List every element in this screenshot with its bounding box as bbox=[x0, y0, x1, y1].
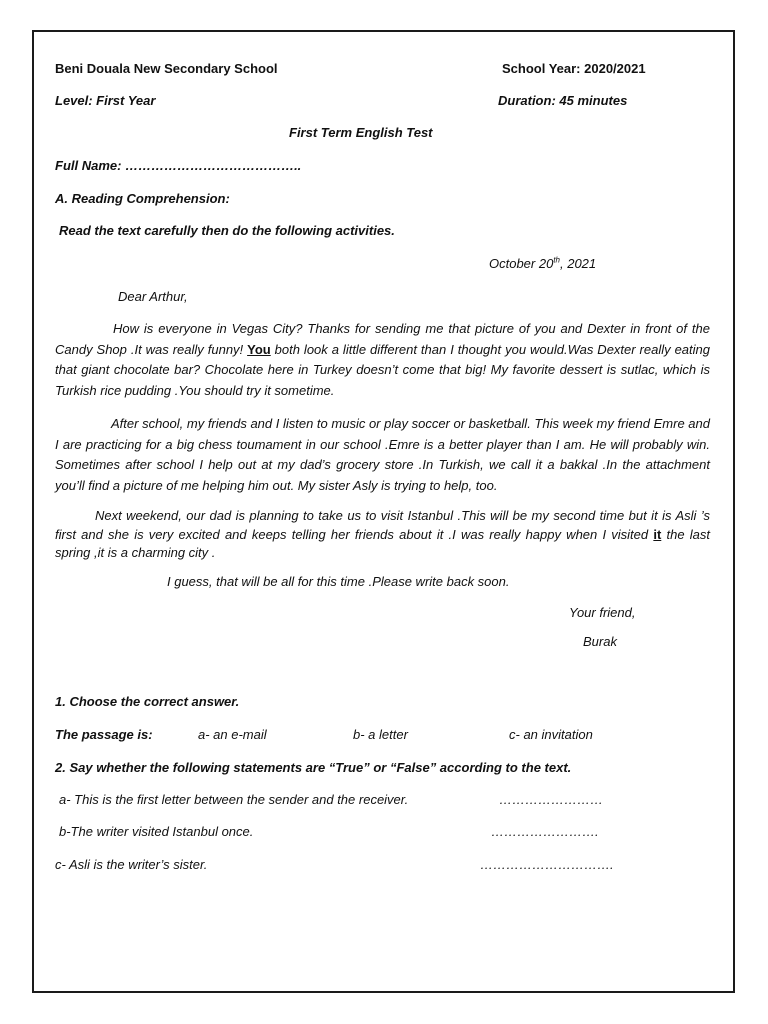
option-b: b- a letter bbox=[353, 727, 408, 742]
statement-c: c- Asli is the writer’s sister. bbox=[55, 857, 208, 872]
school-name: Beni Douala New Secondary School bbox=[55, 61, 278, 76]
statement-b: b-The writer visited Istanbul once. bbox=[59, 824, 254, 839]
option-a: a- an e-mail bbox=[198, 727, 267, 742]
full-name-field: Full Name: ………………………………….. bbox=[55, 158, 302, 173]
section-title: A. Reading Comprehension: bbox=[55, 191, 230, 206]
letter-paragraph-3: Next weekend, our dad is planning to take us to visit Istanbul .This will be my second time but it is Asli ’s first and she is very excited and keeps telling her friends about it .I was really happy when I visited it the last spring ,it is a charming city . bbox=[55, 508, 711, 560]
question-1-stem: The passage is: bbox=[55, 727, 153, 742]
duration: Duration: 45 minutes bbox=[498, 93, 628, 108]
letter-date: October 20th, 2021 bbox=[489, 255, 597, 271]
option-c: c- an invitation bbox=[509, 727, 593, 742]
level: Level: First Year bbox=[55, 93, 156, 108]
statement-b-blank: ……………………. bbox=[491, 824, 599, 839]
statement-a: a- This is the first letter between the sender and the receiver. bbox=[59, 792, 409, 807]
letter-signature: Burak bbox=[583, 634, 617, 649]
letter-salutation: Dear Arthur, bbox=[118, 289, 188, 304]
letter-closing: I guess, that will be all for this time .Please write back soon. bbox=[167, 574, 510, 589]
question-2-title: 2. Say whether the following statements are “True” or “False” according to the text. bbox=[55, 760, 572, 775]
statement-a-blank: …………………… bbox=[499, 792, 603, 807]
test-title: First Term English Test bbox=[289, 125, 433, 140]
letter-sign-off: Your friend, bbox=[569, 605, 636, 620]
section-instruction: Read the text carefully then do the following activities. bbox=[59, 223, 395, 238]
question-1-title: 1. Choose the correct answer. bbox=[55, 694, 240, 709]
letter-paragraph-1: How is everyone in Vegas City? Thanks for sending me that picture of you and Dexter in front of the Candy Shop .It was really funny! You both look a little different than I thought you would.Was Dexter really eating that giant chocolate bar? Chocolate here in Turkey doesn’t come that big! My favorite dessert is sutlac, which is Turkish rice pudding .You should try it sometime. bbox=[55, 321, 710, 398]
statement-c-blank: …………………………. bbox=[480, 857, 614, 872]
school-year: School Year: 2020/2021 bbox=[502, 61, 646, 76]
letter-paragraph-2: After school, my friends and I listen to music or play soccer or basketball. This week my friend Emre and I are practicing for a big chess toumament in our school .Emre is a better player than I am. He will probably win. Sometimes after school I help out at my dad’s grocery store .In Turkish, we call it a bakkal .In the attachment you’ll find a picture of me helping him out. My sister Asly is trying to help, too. bbox=[55, 416, 710, 493]
